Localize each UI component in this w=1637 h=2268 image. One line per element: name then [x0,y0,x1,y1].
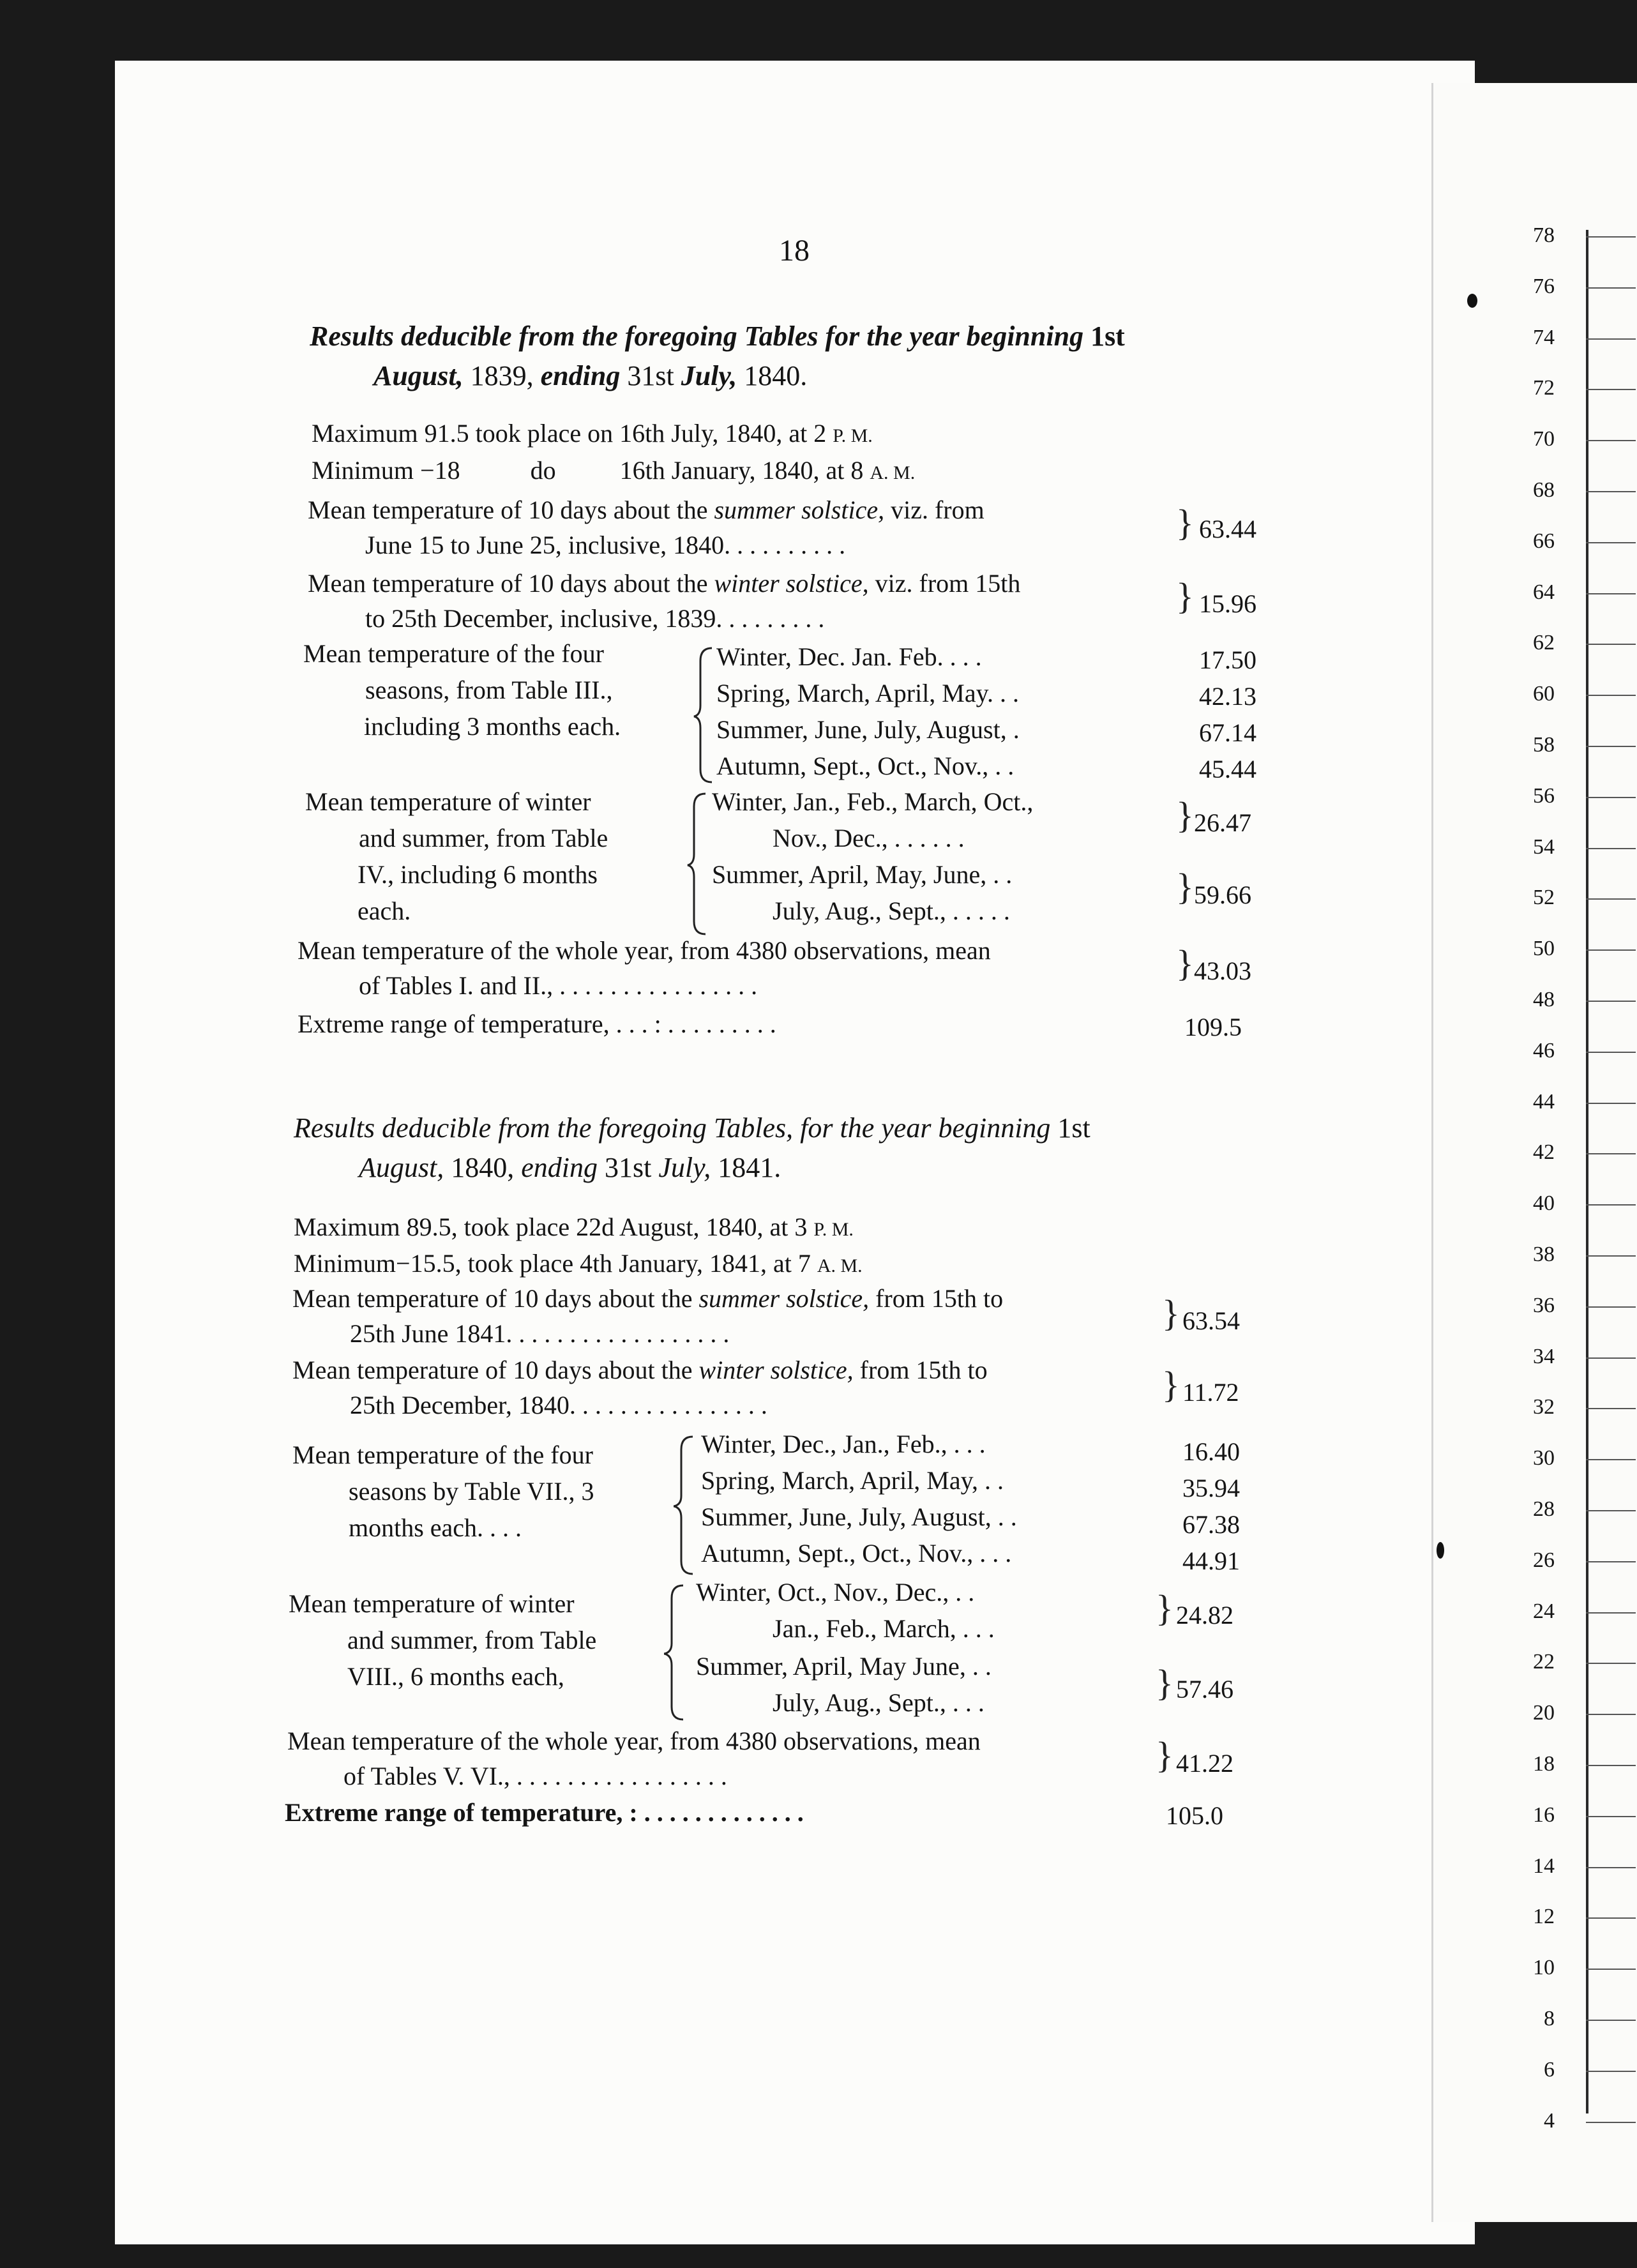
scale-tick [1586,593,1636,594]
left-brace [686,790,712,937]
scale-tick [1586,1612,1636,1614]
summer-solstice-line2: June 15 to June 25, inclusive, 1840. . . . . . . . . . [365,531,846,559]
scale-tick [1586,1663,1636,1664]
scale-tick [1586,1255,1636,1257]
scale-label: 28 [1533,1497,1555,1521]
whole-year-line: Mean temperature of the whole year, from 4380 observations, mean [287,1727,981,1755]
winter-solstice-line: Mean temperature of 10 days about the winter solstice, from 15th to [292,1356,988,1384]
brace: } [1176,942,1194,984]
season-value: 35.94 [1182,1474,1240,1502]
brace: } [1156,1587,1173,1629]
extreme-range-value: 109.5 [1184,1013,1242,1041]
scale-tick [1586,797,1636,798]
scale-tick [1586,491,1636,492]
scale-tick [1586,1816,1636,1817]
summer-solstice-value: 63.44 [1199,515,1256,543]
scale-tick [1586,1867,1636,1868]
season-value: 17.50 [1199,646,1256,674]
whole-year-value: 41.22 [1176,1749,1233,1778]
left-brace [693,645,718,785]
half-label: Mean temperature of winter [305,787,591,816]
brace: } [1176,502,1194,543]
scale-tick [1586,236,1636,238]
scale-label: 16 [1533,1803,1555,1827]
half-row: July, Aug., Sept., . . . . . [773,896,1010,925]
season-row: Winter, Dec. Jan. Feb. . . . [716,642,982,671]
scale-tick [1586,1765,1636,1766]
half-row: July, Aug., Sept., . . . [773,1688,984,1717]
scale-tick [1586,1052,1636,1053]
scale-label: 42 [1533,1140,1555,1165]
brace: } [1176,794,1194,836]
scale-label: 70 [1533,427,1555,451]
half-value: 57.46 [1176,1675,1233,1704]
scale-tick [1586,1357,1636,1359]
scale-label: 14 [1533,1854,1555,1878]
scale-tick [1586,2122,1636,2123]
scale-tick [1586,2020,1636,2021]
scale-tick [1586,2071,1636,2072]
brace: } [1156,1734,1173,1776]
scale-axis [1586,230,1588,2113]
scale-tick [1586,389,1636,390]
brace: } [1162,1292,1180,1334]
winter-solstice-value: 15.96 [1199,589,1256,618]
seasons-label: seasons by Table VII., 3 [349,1477,594,1506]
whole-year-line2: of Tables I. and II., . . . . . . . . . . . . . . . . [359,971,758,1000]
scale-label: 54 [1533,835,1555,859]
scale-label: 26 [1533,1548,1555,1572]
scale-tick [1586,898,1636,900]
half-row: Winter, Oct., Nov., Dec., . . [696,1578,975,1606]
left-brace [674,1433,699,1577]
scale-label: 32 [1533,1395,1555,1419]
scale-label: 76 [1533,274,1555,298]
scale-label: 24 [1533,1599,1555,1623]
winter-solstice-line: Mean temperature of 10 days about the winter solstice, viz. from 15th [308,569,1021,598]
scale-label: 20 [1533,1701,1555,1725]
page-number: 18 [779,234,810,268]
scale-tick [1586,1153,1636,1154]
scale-tick [1586,1001,1636,1002]
scale-label: 58 [1533,733,1555,757]
scale-tick [1586,1714,1636,1715]
scale-label: 36 [1533,1293,1555,1317]
left-brace [664,1582,690,1723]
winter-solstice-line2: 25th December, 1840. . . . . . . . . . . . . . . . [350,1391,767,1419]
season-row: Summer, June, July, August, . [716,715,1020,744]
brace: } [1156,1662,1173,1704]
half-value: 59.66 [1194,881,1251,909]
scale-label: 4 [1544,2108,1555,2133]
season-row: Spring, March, April, May. . . [716,679,1020,707]
scale-tick [1586,1103,1636,1104]
scale-label: 66 [1533,529,1555,553]
scale-label: 62 [1533,631,1555,655]
section-2-title: Results deducible from the foregoing Tables, for the year beginning 1st [294,1112,1090,1144]
scale-label: 74 [1533,325,1555,349]
scale-tick [1586,1510,1636,1511]
half-row: Summer, April, May, June, . . [712,860,1013,889]
scale-tick [1586,848,1636,849]
half-label: and summer, from Table [359,824,608,852]
season-value: 67.14 [1199,718,1256,747]
scale-tick [1586,440,1636,441]
seasons-label: seasons, from Table III., [365,676,613,704]
scale-tick [1586,287,1636,289]
brace: } [1176,575,1194,617]
scale-tick [1586,695,1636,696]
scale-tick [1586,1204,1636,1206]
maximum-line: Maximum 89.5, took place 22d August, 1840, at 3 P. M. [294,1213,854,1241]
half-value: 26.47 [1194,808,1251,837]
section-1-title: Results deducible from the foregoing Tables for the year beginning 1st [310,321,1125,352]
seasons-label: months each. . . . [349,1513,522,1542]
brace: } [1176,866,1194,907]
whole-year-line2: of Tables V. VI., . . . . . . . . . . . . . . . . . [343,1762,727,1790]
scale-label: 30 [1533,1446,1555,1470]
season-value: 67.38 [1182,1510,1240,1539]
scale-label: 40 [1533,1191,1555,1216]
half-label: and summer, from Table [347,1626,597,1654]
season-value: 16.40 [1182,1437,1240,1466]
scale-label: 12 [1533,1905,1555,1929]
scale-tick [1586,1408,1636,1409]
scale-label: 10 [1533,1956,1555,1980]
extreme-range-value: 105.0 [1166,1801,1223,1830]
scale-tick [1586,1459,1636,1460]
half-label: Mean temperature of winter [289,1589,575,1618]
ink-speck [1437,1542,1444,1559]
scale-label: 18 [1533,1752,1555,1776]
scale-tick [1586,1306,1636,1308]
scale-label: 72 [1533,376,1555,400]
scale-label: 34 [1533,1344,1555,1368]
scale-label: 60 [1533,682,1555,706]
scale-label: 56 [1533,783,1555,808]
whole-year-value: 43.03 [1194,956,1251,985]
half-row: Winter, Jan., Feb., March, Oct., [712,787,1034,816]
scale-tick [1586,1561,1636,1562]
ink-speck [1467,294,1477,308]
brace: } [1162,1364,1180,1405]
summer-solstice-line2: 25th June 1841. . . . . . . . . . . . . . . . . . [350,1319,730,1348]
scale-label: 22 [1533,1650,1555,1674]
scale-tick [1586,949,1636,951]
scale-label: 6 [1544,2057,1555,2082]
extreme-range-line: Extreme range of temperature, : . . . . . . . . . . . . . [285,1798,804,1827]
half-row: Summer, April, May June, . . [696,1652,992,1681]
extreme-range-line: Extreme range of temperature, . . . : . . . . . . . . . [298,1009,776,1038]
half-row: Nov., Dec., . . . . . . [773,824,965,852]
minimum-line: Minimum−15.5, took place 4th January, 1841, at 7 A. M. [294,1249,863,1278]
half-label: each. [358,896,411,925]
season-row: Summer, June, July, August, . . [701,1502,1017,1531]
scale-tick [1586,542,1636,543]
scale-tick [1586,1969,1636,1970]
section-1-title-line2: August, 1839, ending 31st July, 1840. [373,360,808,391]
scale-label: 68 [1533,478,1555,502]
season-row: Spring, March, April, May, . . [701,1466,1004,1495]
half-label: VIII., 6 months each, [347,1662,564,1691]
scale-tick [1586,1917,1636,1919]
season-value: 44.91 [1182,1546,1240,1575]
scale-label: 44 [1533,1089,1555,1114]
seasons-label: Mean temperature of the four [303,639,604,668]
seasons-label: including 3 months each. [364,712,621,741]
minimum-line: Minimum −18 do 16th January, 1840, at 8 A. M. [312,456,916,485]
scale-label: 78 [1533,223,1555,247]
half-row: Jan., Feb., March, . . . [773,1614,995,1643]
half-value: 24.82 [1176,1601,1233,1629]
summer-solstice-line: Mean temperature of 10 days about the summer solstice, viz. from [308,495,984,524]
scale-tick [1586,746,1636,747]
season-row: Autumn, Sept., Oct., Nov., . . [716,752,1015,780]
half-label: IV., including 6 months [358,860,598,889]
scale-label: 8 [1544,2007,1555,2030]
scale-label: 46 [1533,1038,1555,1062]
winter-solstice-line2: to 25th December, inclusive, 1839. . . . . . . . . [365,604,825,633]
scale-label: 38 [1533,1243,1555,1266]
season-value: 45.44 [1199,755,1256,783]
season-row: Autumn, Sept., Oct., Nov., . . . [701,1539,1012,1568]
maximum-line: Maximum 91.5 took place on 16th July, 1840, at 2 P. M. [312,419,873,448]
scale-tick [1586,644,1636,645]
summer-solstice-value: 63.54 [1182,1306,1240,1335]
season-value: 42.13 [1199,682,1256,711]
scale-label: 48 [1533,988,1555,1011]
whole-year-line: Mean temperature of the whole year, from 4380 observations, mean [298,936,991,965]
scale-tick [1586,338,1636,340]
seasons-label: Mean temperature of the four [292,1440,593,1469]
summer-solstice-line: Mean temperature of 10 days about the summer solstice, from 15th to [292,1284,1004,1313]
scale-label: 50 [1533,937,1555,961]
scale-label: 64 [1533,580,1555,604]
season-row: Winter, Dec., Jan., Feb., . . . [701,1430,986,1458]
scale-label: 52 [1533,886,1555,910]
section-2-title-line2: August, 1840, ending 31st July, 1841. [359,1152,781,1183]
winter-solstice-value: 11.72 [1182,1378,1239,1407]
